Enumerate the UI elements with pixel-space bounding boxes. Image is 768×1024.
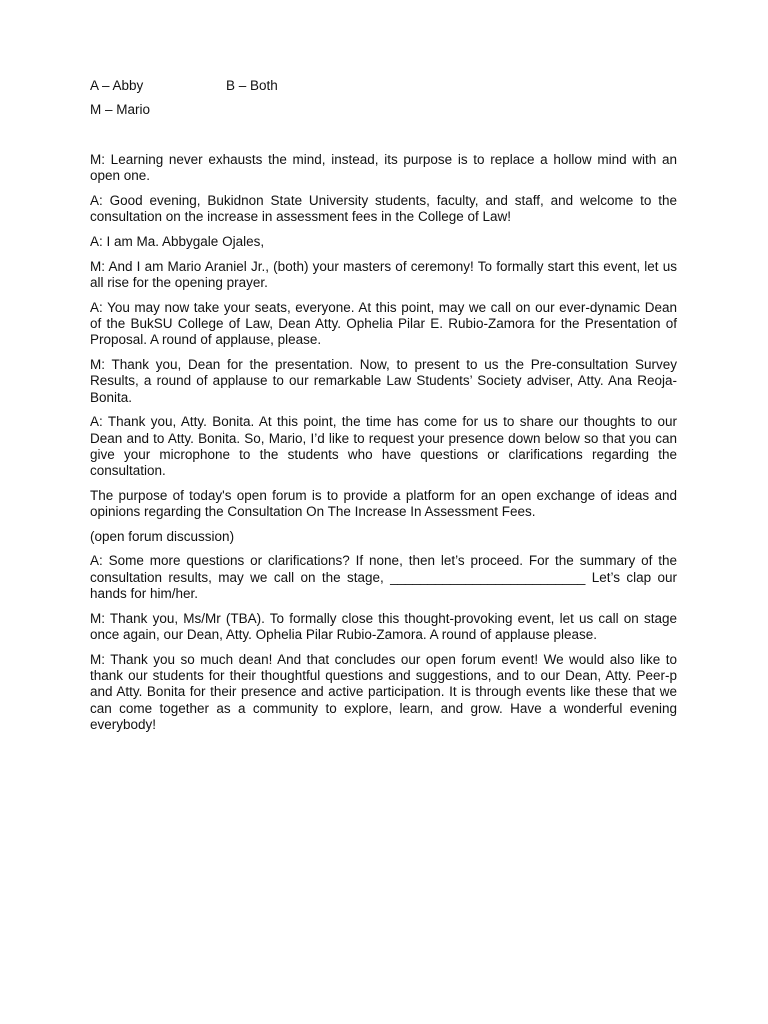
speaker-legend-row-2 — [90, 102, 677, 118]
script-paragraph-5: A: You may now take your seats, everyone. At this point, may we call on our ever-dynamic Dean of the BukSU College of Law, Dean Atty. Ophelia Pilar E. Rubio-Zamora for the Presentation of Proposal. A round of applause, please. — [90, 299, 677, 348]
script-paragraph-2: A: Good evening, Bukidnon State University students, faculty, and staff, and welcome to the consultation on the increase in assessment fees in the College of Law! — [90, 192, 677, 225]
document-page — [90, 78, 677, 742]
spacer — [90, 126, 677, 152]
script-paragraph-1: M: Learning never exhausts the mind, instead, its purpose is to replace a hollow mind with an open one. — [90, 152, 677, 184]
script-paragraph-6: M: Thank you, Dean for the presentation. Now, to present to us the Pre-consultation Survey Results, a round of applause to our remarkable Law Students’ Society adviser, Atty. Ana Reoja-Bonita. — [90, 356, 677, 405]
script-paragraph-11: M: Thank you, Ms/Mr (TBA). To formally close this thought-provoking event, let us call on stage once again, our Dean, Atty. Ophelia Pilar Rubio-Zamora. A round of applause please. — [90, 610, 677, 643]
script-paragraph-8: The purpose of today's open forum is to provide a platform for an open exchange of ideas and opinions regarding the Consultation On The Increase In Assessment Fees. — [90, 487, 677, 520]
script-paragraph-3: A: I am Ma. Abbygale Ojales, — [90, 233, 265, 249]
script-paragraph-9: (open forum discussion) — [90, 528, 235, 544]
legend-mario: M – Mario — [90, 102, 151, 117]
script-paragraph-7: A: Thank you, Atty. Bonita. At this point, the time has come for us to share our thoughts to our Dean and to Atty. Bonita. So, Mario, I’d like to request your presence down below so that you can give your microphone to the students who have questions or clarifications regarding the consultation. — [90, 414, 677, 479]
legend-both: B – Both — [226, 78, 278, 93]
speaker-legend-row-1 — [90, 78, 677, 94]
script-paragraph-12: M: Thank you so much dean! And that concludes our open forum event! We would also like to thank our students for their thoughtful questions and suggestions, and to our Dean, Atty. Peer-p and Atty. Bonita for their presence and active participation. It is through events like these that we can come together as a community to explore, learn, and grow. Have a wonderful evening everybody! — [90, 651, 677, 732]
legend-abby: A – Abby — [90, 78, 144, 93]
script-paragraph-10: A: Some more questions or clarifications? If none, then let’s proceed. For the summary of the consultation results, may we call on the stage, __________________________ Let’s clap our hands for him/her. — [90, 553, 677, 602]
script-paragraph-4: M: And I am Mario Araniel Jr., (both) your masters of ceremony! To formally start this event, let us all rise for the opening prayer. — [90, 258, 677, 290]
